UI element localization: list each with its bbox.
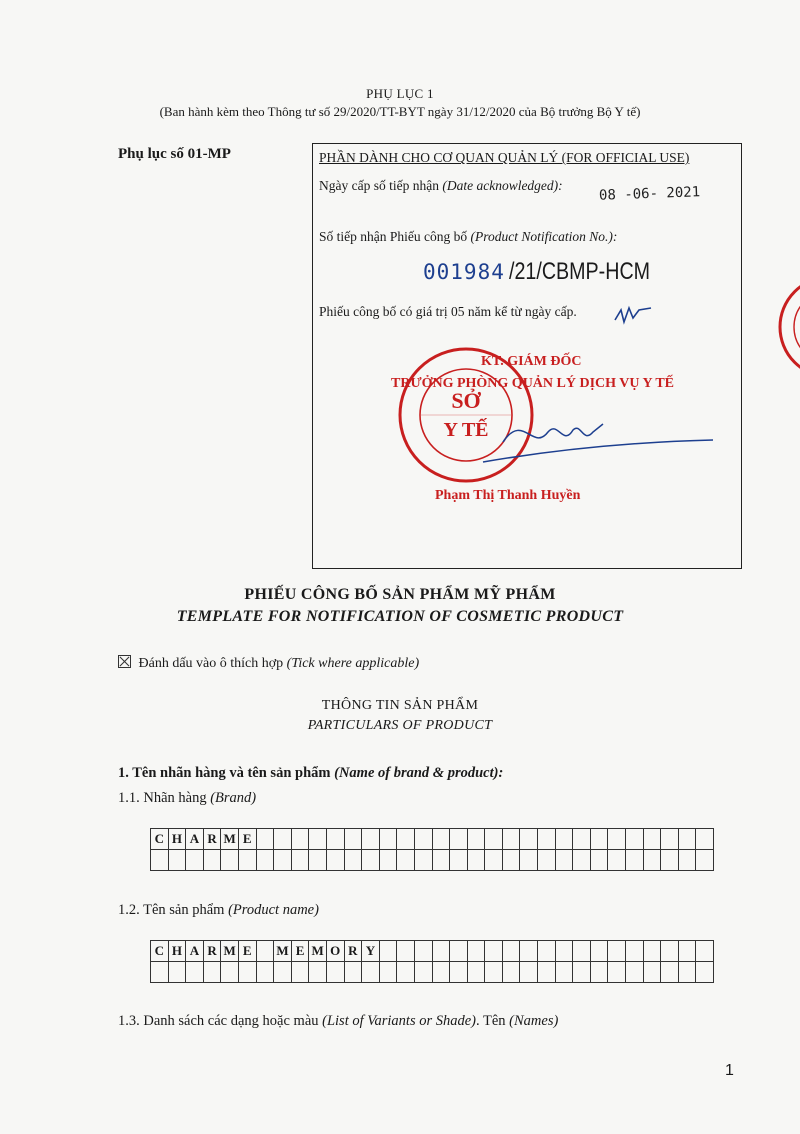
question-1-3 xyxy=(118,1013,558,1030)
date-acknowledged-label-en: (Date acknowledged): xyxy=(442,178,563,193)
letter-cell: A xyxy=(186,941,204,962)
letter-cell xyxy=(379,941,397,962)
letter-cell xyxy=(467,850,485,871)
letter-cell xyxy=(238,850,256,871)
letter-cell xyxy=(520,941,538,962)
initials-signature xyxy=(613,302,653,328)
letter-cell: H xyxy=(168,941,186,962)
grid-row xyxy=(151,962,714,983)
letter-cell xyxy=(274,829,292,850)
letter-cell: M xyxy=(221,829,239,850)
question-1-1-label-en: (Brand) xyxy=(210,790,257,806)
letter-cell: O xyxy=(326,941,344,962)
letter-cell xyxy=(450,850,468,871)
grid-row xyxy=(151,850,714,871)
notification-number-label-en: (Product Notification No.): xyxy=(470,229,618,244)
letter-cell xyxy=(608,962,626,983)
letter-cell xyxy=(397,962,415,983)
letter-cell xyxy=(326,850,344,871)
letter-cell xyxy=(238,962,256,983)
letter-cell: E xyxy=(238,941,256,962)
letter-cell xyxy=(555,829,573,850)
validity-text: Phiếu công bố có giá trị 05 năm kể từ ngày cấp. xyxy=(319,304,577,319)
letter-cell: M xyxy=(309,941,327,962)
letter-cell xyxy=(502,941,520,962)
letter-cell xyxy=(643,941,661,962)
letter-cell xyxy=(485,941,503,962)
letter-cell: H xyxy=(168,829,186,850)
letter-cell xyxy=(590,962,608,983)
official-use-heading: PHẦN DÀNH CHO CƠ QUAN QUẢN LÝ (FOR OFFICIAL USE) xyxy=(319,150,690,165)
signer-name: Phạm Thị Thanh Huyền xyxy=(435,488,581,503)
tick-instruction xyxy=(118,655,419,672)
letter-cell xyxy=(362,962,380,983)
letter-cell xyxy=(555,962,573,983)
letter-cell xyxy=(397,941,415,962)
letter-cell xyxy=(626,941,644,962)
letter-cell xyxy=(590,941,608,962)
letter-cell: C xyxy=(151,941,169,962)
letter-cell: A xyxy=(186,829,204,850)
letter-cell xyxy=(291,962,309,983)
letter-cell xyxy=(643,850,661,871)
letter-cell: R xyxy=(203,941,221,962)
question-1-3-names-en: (Names) xyxy=(509,1013,559,1029)
letter-cell xyxy=(696,962,714,983)
letter-cell xyxy=(344,850,362,871)
partial-red-seal xyxy=(768,272,800,382)
question-1-3-names: . Tên xyxy=(476,1013,506,1029)
question-1-3-label: 1.3. Danh sách các dạng hoặc màu xyxy=(118,1013,319,1029)
letter-cell xyxy=(520,829,538,850)
letter-cell xyxy=(309,829,327,850)
letter-cell xyxy=(626,850,644,871)
question-1-1-label: 1.1. Nhãn hàng xyxy=(118,790,207,806)
letter-cell xyxy=(274,962,292,983)
letter-cell: E xyxy=(238,829,256,850)
letter-cell xyxy=(221,850,239,871)
letter-cell xyxy=(573,941,591,962)
letter-cell xyxy=(203,850,221,871)
notification-number-digits: 001984 xyxy=(423,260,505,284)
form-title-vn: PHIẾU CÔNG BỐ SẢN PHẨM MỸ PHẨM xyxy=(244,586,556,603)
product-letter-grid xyxy=(150,940,714,983)
letter-cell xyxy=(661,941,679,962)
letter-cell xyxy=(379,829,397,850)
tick-instruction-text-en: (Tick where applicable) xyxy=(286,656,420,671)
appendix-number: Phụ lục số 01-MP xyxy=(118,146,231,162)
letter-cell xyxy=(573,962,591,983)
letter-cell xyxy=(362,829,380,850)
letter-cell xyxy=(608,829,626,850)
letter-cell xyxy=(414,941,432,962)
notification-number xyxy=(423,258,681,286)
letter-cell xyxy=(326,829,344,850)
signer-title-2: TRƯỞNG PHÒNG QUẢN LÝ DỊCH VỤ Y TẾ xyxy=(391,376,675,391)
letter-cell xyxy=(643,829,661,850)
letter-cell xyxy=(432,941,450,962)
letter-cell xyxy=(520,962,538,983)
letter-cell xyxy=(643,962,661,983)
question-1-label-en: (Name of brand & product): xyxy=(334,765,504,781)
grid-row xyxy=(151,941,714,962)
letter-cell xyxy=(186,962,204,983)
letter-cell xyxy=(520,850,538,871)
letter-cell xyxy=(256,850,274,871)
seal-center-top: SỞ xyxy=(451,388,481,413)
tick-instruction-text: Đánh dấu vào ô thích hợp xyxy=(138,656,284,671)
letter-cell xyxy=(555,941,573,962)
letter-cell xyxy=(309,962,327,983)
letter-cell xyxy=(432,962,450,983)
letter-cell xyxy=(696,850,714,871)
date-acknowledged-label: Ngày cấp số tiếp nhận xyxy=(319,178,439,193)
section-title-vn: THÔNG TIN SẢN PHẨM xyxy=(321,698,479,713)
letter-cell: C xyxy=(151,829,169,850)
letter-cell: E xyxy=(291,941,309,962)
letter-cell xyxy=(414,829,432,850)
signer-title-1: KT. GIÁM ĐỐC xyxy=(481,354,582,369)
letter-cell xyxy=(186,850,204,871)
letter-cell xyxy=(661,850,679,871)
letter-cell xyxy=(467,941,485,962)
checkbox-icon xyxy=(118,655,131,668)
letter-cell xyxy=(485,850,503,871)
grid-row xyxy=(151,829,714,850)
letter-cell xyxy=(203,962,221,983)
letter-cell xyxy=(326,962,344,983)
section-title-en: PARTICULARS OF PRODUCT xyxy=(307,718,493,733)
letter-cell xyxy=(661,962,679,983)
letter-cell xyxy=(467,962,485,983)
letter-cell: M xyxy=(274,941,292,962)
letter-cell xyxy=(432,850,450,871)
letter-cell xyxy=(256,829,274,850)
form-title-en: TEMPLATE FOR NOTIFICATION OF COSMETIC PRODUCT xyxy=(176,608,624,625)
letter-cell xyxy=(696,829,714,850)
question-1-2-label: 1.2. Tên sản phẩm xyxy=(118,902,225,918)
letter-cell xyxy=(450,829,468,850)
letter-cell xyxy=(450,962,468,983)
question-1-3-label-en: (List of Variants or Shade) xyxy=(322,1013,477,1029)
letter-cell xyxy=(608,850,626,871)
letter-cell xyxy=(608,941,626,962)
letter-cell xyxy=(485,829,503,850)
date-acknowledged-line xyxy=(319,178,563,194)
letter-cell xyxy=(626,829,644,850)
seal-center-bottom: Y TẾ xyxy=(443,419,489,441)
letter-cell xyxy=(678,850,696,871)
question-1-label: 1. Tên nhãn hàng và tên sản phẩm xyxy=(118,765,331,781)
letter-cell: R xyxy=(344,941,362,962)
letter-cell xyxy=(414,850,432,871)
letter-cell: R xyxy=(203,829,221,850)
handwritten-signature xyxy=(463,402,723,472)
letter-cell xyxy=(291,850,309,871)
letter-cell xyxy=(309,850,327,871)
letter-cell xyxy=(626,962,644,983)
letter-cell xyxy=(538,941,556,962)
letter-cell xyxy=(590,829,608,850)
letter-cell xyxy=(678,941,696,962)
letter-cell xyxy=(397,829,415,850)
letter-cell: M xyxy=(221,941,239,962)
letter-cell xyxy=(678,829,696,850)
letter-cell xyxy=(344,962,362,983)
letter-cell xyxy=(274,850,292,871)
letter-cell xyxy=(379,850,397,871)
letter-cell xyxy=(696,941,714,962)
letter-cell xyxy=(168,850,186,871)
letter-cell xyxy=(555,850,573,871)
letter-cell xyxy=(678,962,696,983)
appendix-heading: PHỤ LỤC 1 xyxy=(366,86,434,101)
letter-cell xyxy=(590,850,608,871)
letter-cell xyxy=(291,829,309,850)
notification-number-label: Số tiếp nhận Phiếu công bố xyxy=(319,229,468,244)
notification-number-line xyxy=(319,229,617,245)
letter-cell xyxy=(414,962,432,983)
letter-cell xyxy=(661,829,679,850)
letter-cell xyxy=(344,829,362,850)
letter-cell xyxy=(362,850,380,871)
letter-cell xyxy=(397,850,415,871)
letter-cell xyxy=(379,962,397,983)
brand-letter-grid xyxy=(150,828,714,871)
letter-cell xyxy=(151,850,169,871)
letter-cell xyxy=(502,850,520,871)
letter-cell xyxy=(256,941,274,962)
letter-cell xyxy=(573,850,591,871)
letter-cell xyxy=(256,962,274,983)
letter-cell xyxy=(467,829,485,850)
letter-cell xyxy=(450,941,468,962)
letter-cell xyxy=(573,829,591,850)
notification-number-suffix: /21/CBMP-HCM xyxy=(508,258,650,285)
letter-cell xyxy=(502,829,520,850)
page-number: 1 xyxy=(725,1062,734,1079)
letter-cell xyxy=(485,962,503,983)
letter-cell xyxy=(538,962,556,983)
question-1-1 xyxy=(118,790,256,807)
question-1 xyxy=(118,765,503,782)
letter-cell: Y xyxy=(362,941,380,962)
letter-cell xyxy=(502,962,520,983)
official-use-box xyxy=(312,143,742,569)
letter-cell xyxy=(151,962,169,983)
question-1-2 xyxy=(118,902,319,919)
letter-cell xyxy=(432,829,450,850)
appendix-subtitle: (Ban hành kèm theo Thông tư số 29/2020/TT-BYT ngày 31/12/2020 của Bộ trưởng Bộ Y tế) xyxy=(159,104,641,119)
letter-cell xyxy=(538,829,556,850)
letter-cell xyxy=(221,962,239,983)
date-acknowledged-value: 08 -06- 2021 xyxy=(598,184,701,204)
question-1-2-label-en: (Product name) xyxy=(228,902,319,918)
letter-cell xyxy=(538,850,556,871)
letter-cell xyxy=(168,962,186,983)
